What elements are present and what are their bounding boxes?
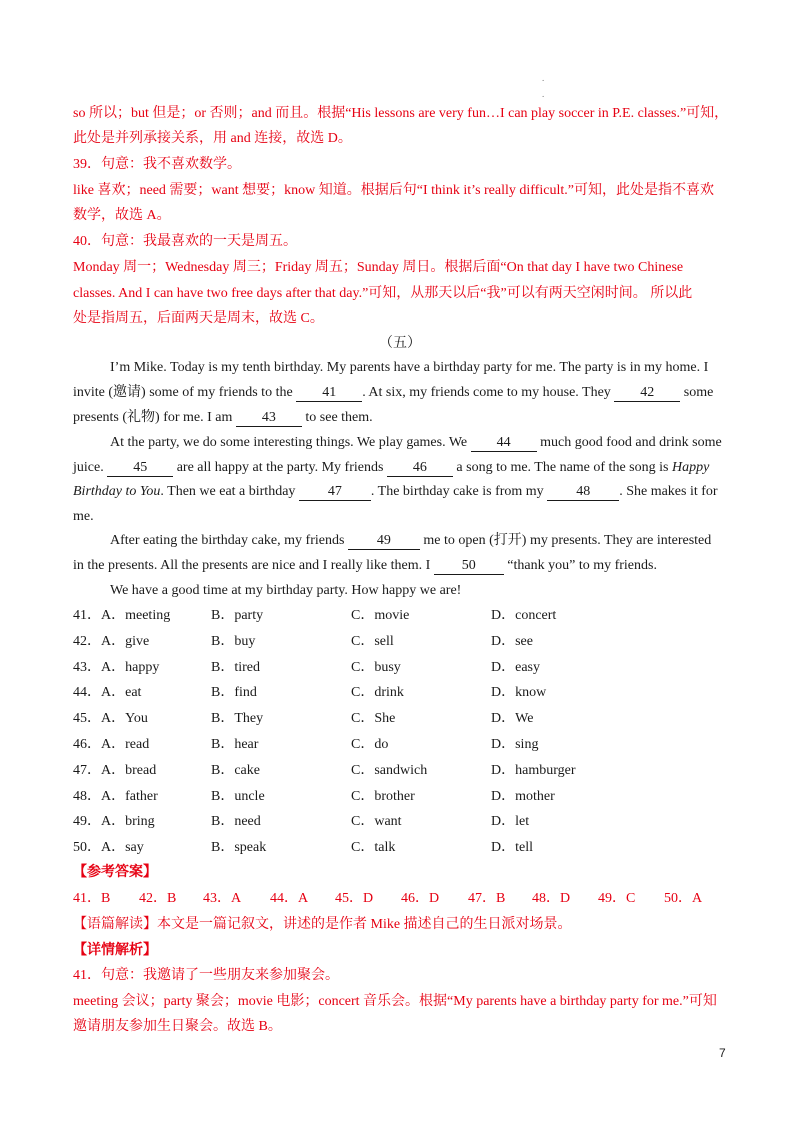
- blank-43: 43: [236, 410, 302, 427]
- option-a: A．read: [101, 737, 150, 752]
- option-d: D．hamburger: [491, 762, 576, 778]
- blank-46: 46: [387, 460, 453, 477]
- option-a: A．give: [101, 633, 150, 649]
- explanation-line: meeting 会议；party 聚会；movie 电影；concert 音乐会。根据“My parents have a birthday party for me.”可知: [73, 994, 717, 1009]
- question-number: 45．: [73, 711, 101, 727]
- explanation-line: 处是指周五，后面两天是周末，故选 C。: [73, 311, 324, 326]
- passage-line: At the party, we do some interesting things. We play games. We 44 much good food and drink some: [110, 435, 722, 450]
- answer-header: 【参考答案】: [73, 865, 157, 880]
- answer-item: 49．C: [598, 891, 636, 906]
- option-d: D．sing: [491, 737, 539, 752]
- option-c: C．talk: [351, 840, 396, 856]
- option-d: D．let: [491, 814, 530, 830]
- question-number: 48．: [73, 788, 101, 804]
- option-c: C．drink: [351, 685, 404, 701]
- header-marks: . .: [542, 73, 545, 99]
- question-meaning-41: 41．句意：我邀请了一些朋友来参加聚会。: [73, 968, 339, 983]
- blank-44: 44: [471, 435, 537, 452]
- option-b: B．speak: [211, 840, 267, 856]
- detail-header: 【详情解析】: [73, 943, 157, 958]
- question-meaning-40: 40．句意：我最喜欢的一天是周五。: [73, 234, 297, 249]
- passage-line: juice. 45 are all happy at the party. My friends 46 a song to me. The name of the song is Happy: [73, 460, 710, 475]
- blank-47: 47: [299, 484, 371, 501]
- answer-item: 48．D: [532, 891, 571, 906]
- answer-item: 45．D: [335, 891, 374, 906]
- question-number: 49．: [73, 814, 101, 830]
- option-b: B．tired: [211, 659, 260, 675]
- question-number: 43．: [73, 659, 101, 675]
- passage-line: presents (礼物) for me. I am 43 to see them.: [73, 410, 373, 425]
- question-number: 42．: [73, 633, 101, 649]
- answer-item: 43．A: [203, 891, 242, 906]
- section-title: （五）: [379, 336, 421, 351]
- option-c: C．want: [351, 814, 402, 830]
- blank-50: 50: [434, 558, 504, 575]
- option-a: A．happy: [101, 659, 160, 675]
- passage-interpretation: 【语篇解读】本文是一篇记叙文，讲述的是作者 Mike 描述自己的生日派对场景。: [73, 917, 572, 932]
- answer-item: 46．D: [401, 891, 440, 906]
- blank-42: 42: [614, 385, 680, 402]
- option-c: C．sell: [351, 633, 394, 649]
- explanation-line: 此处是并列承接关系，用 and 连接，故选 D。: [73, 131, 352, 146]
- question-number: 46．: [73, 737, 101, 752]
- explanation-line: so 所以；but 但是；or 否则；and 而且。根据“His lessons are very fun…I can play soccer in P.E. classes.”可知，: [73, 106, 729, 121]
- blank-49: 49: [348, 533, 420, 550]
- option-a: A．father: [101, 788, 158, 804]
- question-number: 44．: [73, 685, 101, 701]
- passage-line: in the presents. All the presents are nice and I really like them. I 50 “thank you” to my friends.: [73, 558, 657, 573]
- option-b: B．party: [211, 608, 264, 623]
- option-a: A．eat: [101, 685, 142, 701]
- option-b: B．hear: [211, 737, 259, 752]
- question-number: 50．: [73, 840, 101, 856]
- answer-item: 47．B: [468, 891, 506, 906]
- question-number: 41．: [73, 608, 101, 623]
- option-b: B．uncle: [211, 788, 265, 804]
- option-c: C．busy: [351, 659, 401, 675]
- option-a: A．You: [101, 711, 148, 727]
- explanation-line: like 喜欢；need 需要；want 想要；know 知道。根据后句“I think it’s really difficult.”可知，此处是指不喜欢: [73, 183, 714, 198]
- answer-item: 44．A: [270, 891, 309, 906]
- option-b: B．need: [211, 814, 261, 830]
- option-a: A．meeting: [101, 608, 171, 623]
- passage-line: I’m Mike. Today is my tenth birthday. My parents have a birthday party for me. The party is in my home. I: [110, 360, 709, 375]
- option-a: A．bring: [101, 814, 155, 830]
- option-d: D．We: [491, 711, 534, 727]
- page-number: 7: [719, 1046, 726, 1060]
- answer-item: 41．B: [73, 891, 111, 906]
- option-b: B．cake: [211, 762, 260, 778]
- answer-item: 50．A: [664, 891, 703, 906]
- passage-line: We have a good time at my birthday party. How happy we are!: [110, 583, 462, 598]
- option-b: B．They: [211, 711, 264, 727]
- option-d: D．concert: [491, 608, 557, 623]
- option-c: C．brother: [351, 788, 415, 804]
- option-a: A．say: [101, 840, 144, 856]
- option-d: D．know: [491, 685, 547, 701]
- answer-item: 42．B: [139, 891, 177, 906]
- explanation-line: 邀请朋友参加生日聚会。故选 B。: [73, 1019, 282, 1034]
- option-d: D．tell: [491, 840, 533, 856]
- blank-45: 45: [107, 460, 173, 477]
- option-b: B．find: [211, 685, 257, 701]
- option-d: D．mother: [491, 788, 555, 804]
- option-d: D．see: [491, 633, 533, 649]
- passage-line: After eating the birthday cake, my friends 49 me to open (打开) my presents. They are interested: [110, 533, 712, 548]
- option-b: B．buy: [211, 633, 256, 649]
- option-c: C．sandwich: [351, 762, 428, 778]
- explanation-line: classes. And I can have two free days after that day.”可知，从那天以后“我”可以有两天空闲时间。 所以此: [73, 286, 693, 301]
- passage-line: me.: [73, 509, 94, 524]
- option-d: D．easy: [491, 659, 540, 675]
- question-number: 47．: [73, 762, 101, 778]
- blank-41: 41: [296, 385, 362, 402]
- option-c: C．She: [351, 711, 396, 727]
- passage-line: invite (邀请) some of my friends to the 41 . At six, my friends come to my house. They 42 some: [73, 385, 714, 400]
- explanation-line: Monday 周一；Wednesday 周三；Friday 周五；Sunday 周日。根据后面“On that day I have two Chinese: [73, 260, 684, 275]
- blank-48: 48: [547, 484, 619, 501]
- option-c: C．do: [351, 737, 389, 752]
- explanation-line: 数学，故选 A。: [73, 208, 171, 223]
- option-c: C．movie: [351, 608, 410, 623]
- option-a: A．bread: [101, 762, 157, 778]
- question-meaning-39: 39．句意：我不喜欢数学。: [73, 157, 241, 172]
- answer-key: [73, 890, 702, 908]
- passage-line: Birthday to You. Then we eat a birthday 47 . The birthday cake is from my 48 . She makes it for: [73, 484, 718, 499]
